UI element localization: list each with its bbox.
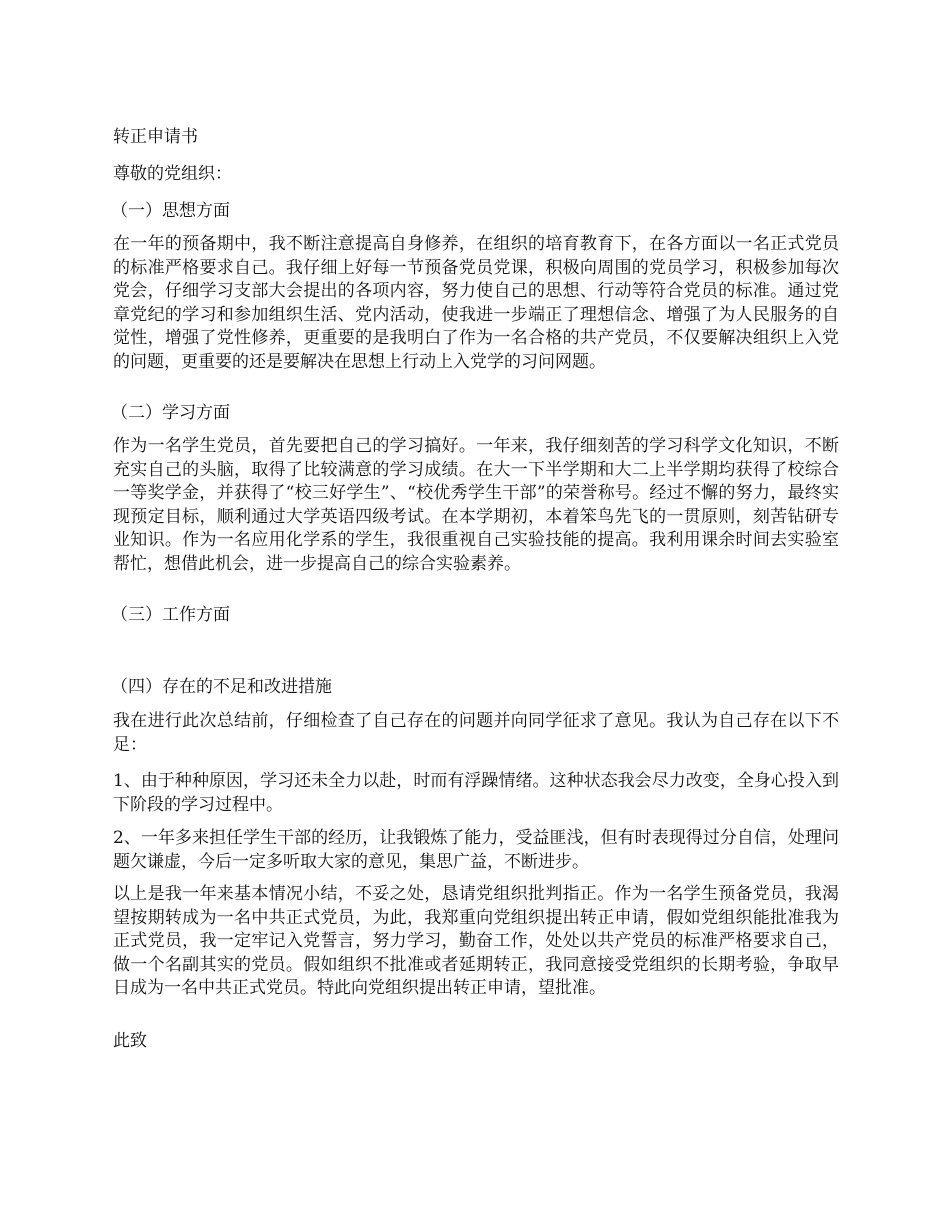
section3-heading: （三）工作方面: [111, 605, 230, 625]
section2-heading: （二）学习方面: [111, 403, 230, 423]
section1-heading: （一）思想方面: [111, 201, 230, 221]
section4-heading: （四）存在的不足和改进措施: [111, 677, 332, 697]
salutation: 尊敬的党组织：: [113, 164, 232, 184]
closing-paragraph: 以上是我一年来基本情况小结，不妥之处，恳请党组织批判指正。作为一名学生预备党员，我渴望按期转成为一名中共正式党员，为此，我郑重向党组织提出转正申请，假如党组织能批准我为正式党员，我一定牢记入党誓言，努力学习，勤奋工作，处处以共产党员的标准严格要求自己，做一个名副其实的党员。假如组织不批准或者延期转正，我同意接受党组织的长期考验，争取早日成为一名中共正式党员。特此向党组织提出转正申请，望批准。: [113, 884, 839, 998]
point-1: 1、由于种种原因，学习还未全力以赴，时而有浮躁情绪。这种状态我会尽力改变，全身心投入到下阶段的学习过程中。: [113, 771, 839, 815]
document-title: 转正申请书: [113, 127, 198, 147]
point-2: 2、一年多来担任学生干部的经历，让我锻炼了能力，受益匪浅，但有时表现得过分自信，处理问题欠谦虚，今后一定多听取大家的意见，集思广益，不断进步。: [113, 828, 839, 872]
section2-paragraph: 作为一名学生党员，首先要把自己的学习搞好。一年来，我仔细刻苦的学习科学文化知识，不断充实自己的头脑，取得了比较满意的学习成绩。在大一下半学期和大二上半学期均获得了校综合一等奖学金，并获得了“校三好学生”、“校优秀学生干部”的荣誉称号。经过不懈的努力，最终实现预定目标，顺利通过大学英语四级考试。在本学期初，本着笨鸟先飞的一贯原则，刻苦钻研专业知识。作为一名应用化学系的学生，我很重视自己实验技能的提高。我利用课余时间去实验室帮忙，想借此机会，进一步提高自己的综合实验素养。: [113, 436, 839, 574]
section4-intro: 我在进行此次总结前，仔细检查了自己存在的问题并向同学征求了意见。我认为自己存在以下不足：: [113, 711, 839, 755]
section1-paragraph: 在一年的预备期中，我不断注意提高自身修养，在组织的培育教育下，在各方面以一名正式党员的标准严格要求自己。我仔细上好每一节预备党员党课，积极向周围的党员学习，积极参加每次党会，仔细学习支部大会提出的各项内容，努力使自己的思想、行动等符合党员的标准。通过党章党纪的学习和参加组织生活、党内活动，使我进一步端正了理想信念、增强了为人民服务的自觉性，增强了党性修养，更重要的是我明白了作为一名合格的共产党员，不仅要解决组织上入党的问题，更重要的还是要解决在思想上行动上入党学的习问网题。: [113, 234, 839, 372]
sign-off: 此致: [113, 1031, 147, 1051]
